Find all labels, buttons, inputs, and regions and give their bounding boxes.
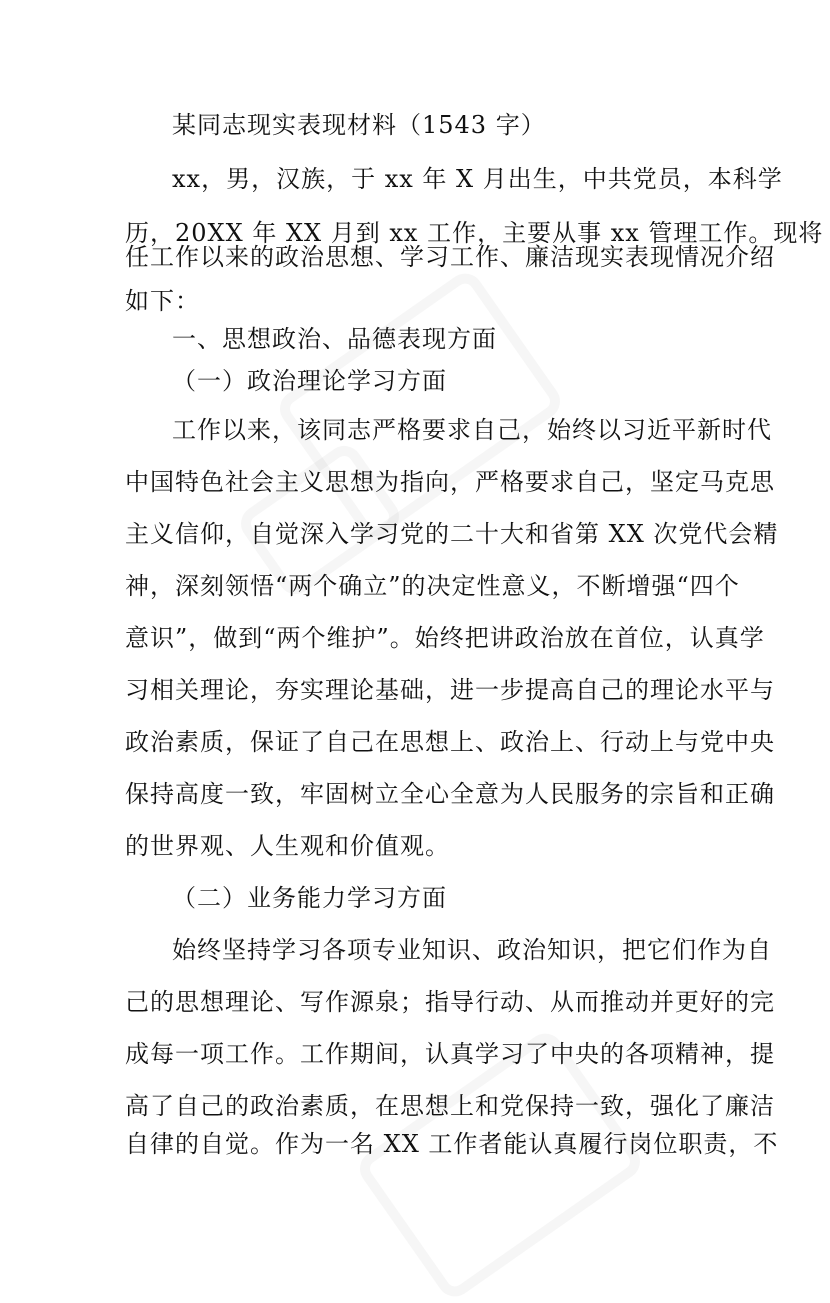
document-title: 某同志现实表现材料（1543 字） [172,111,546,139]
paragraph-1-line-4: 神，深刻领悟“两个确立”的决定性意义，不断增强“四个 [125,572,740,600]
paragraph-1-line-5: 意识”，做到“两个维护”。始终把讲政治放在首位，认真学 [125,624,765,652]
paragraph-1-line-3: 主义信仰，自觉深入学习党的二十大和省第 XX 次党代会精 [125,520,779,548]
paragraph-2-line-4: 高了自己的政治素质，在思想上和党保持一致，强化了廉洁 [125,1092,775,1120]
subsection-heading-2: （二）业务能力学习方面 [172,884,447,912]
intro-line-2: 历，20XX 年 XX 月到 xx 工作，主要从事 xx 管理工作。现将 [125,219,824,247]
intro-line-4: 如下： [125,287,200,315]
paragraph-2-line-3: 成每一项工作。工作期间，认真学习了中央的各项精神，提 [125,1040,775,1068]
paragraph-1-line-8: 保持高度一致，牢固树立全心全意为人民服务的宗旨和正确 [125,780,775,808]
paragraph-1-line-1: 工作以来，该同志严格要求自己，始终以习近平新时代 [172,416,772,444]
subsection-heading-1: （一）政治理论学习方面 [172,367,447,395]
paragraph-1-line-7: 政治素质，保证了自己在思想上、政治上、行动上与党中央 [125,728,775,756]
intro-line-1: xx，男，汉族，于 xx 年 X 月出生，中共党员，本科学 [172,165,783,193]
paragraph-2-line-2: 己的思想理论、写作源泉；指导行动、从而推动并更好的完 [125,988,775,1016]
paragraph-2-line-5: 自律的自觉。作为一名 XX 工作者能认真履行岗位职责，不 [125,1130,779,1158]
section-heading-1: 一、思想政治、品德表现方面 [172,325,497,353]
paragraph-1-line-2: 中国特色社会主义思想为指向，严格要求自己，坚定马克思 [125,468,775,496]
paragraph-1-line-9: 的世界观、人生观和价值观。 [125,832,450,860]
paragraph-2-line-1: 始终坚持学习各项专业知识、政治知识，把它们作为自 [172,936,772,964]
paragraph-1-line-6: 习相关理论，夯实理论基础，进一步提高自己的理论水平与 [125,676,775,704]
intro-line-3: 任工作以来的政治思想、学习工作、廉洁现实表现情况介绍 [125,243,775,271]
